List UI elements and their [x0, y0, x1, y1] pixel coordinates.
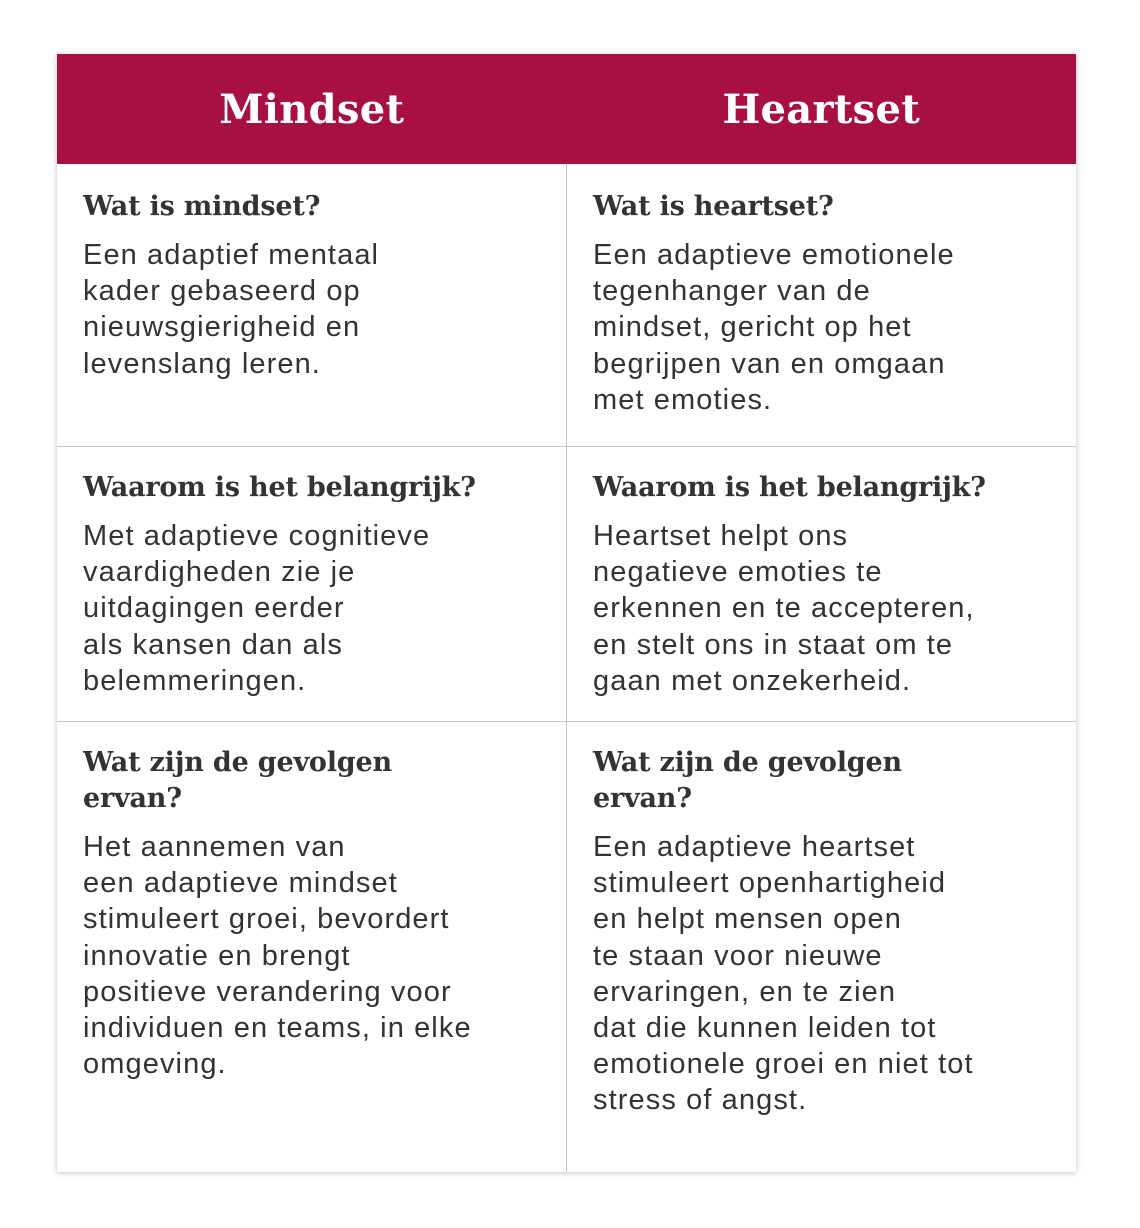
mindset-what-cell — [83, 189, 543, 382]
mindset-effects-cell — [83, 745, 543, 1082]
mindset-why-question: Waarom is het belangrijk? — [83, 472, 476, 503]
heartset-why-answer: Heartset helpt ons negatieve emoties te erkennen en te accepteren, en stelt ons in staat om te gaan met onzekerheid. — [593, 520, 975, 697]
column-title-heartset: Heartset — [722, 85, 921, 133]
column-divider — [566, 164, 567, 1172]
mindset-what-question: Wat is mindset? — [83, 191, 321, 222]
row-divider — [57, 721, 1076, 722]
heartset-what-answer: Een adaptieve emotionele tegenhanger van de mindset, gericht op het begrijpen van en omgaan met emoties. — [593, 239, 955, 416]
comparison-table — [57, 54, 1076, 1172]
heartset-why-question: Waarom is het belangrijk? — [593, 472, 986, 503]
column-title-mindset: Mindset — [219, 85, 405, 133]
mindset-effects-question: Wat zijn de gevolgen ervan? — [83, 747, 392, 814]
heartset-what-cell — [593, 189, 1063, 418]
mindset-why-cell — [83, 470, 543, 699]
heartset-what-question: Wat is heartset? — [593, 191, 834, 222]
mindset-why-answer: Met adaptieve cognitieve vaardigheden zie je uitdagingen eerder als kansen dan als belemmeringen. — [83, 520, 431, 697]
heartset-effects-answer: Een adaptieve heartset stimuleert openhartigheid en helpt mensen open te staan voor nieuwe ervaringen, en te zien dat die kunnen leiden tot emotionele groei en niet tot stress of angst. — [593, 831, 974, 1117]
row-divider — [57, 446, 1076, 447]
heartset-why-cell — [593, 470, 1063, 699]
mindset-effects-answer: Het aannemen van een adaptieve mindset stimuleert groei, bevordert innovatie en brengt positieve verandering voor individuen en teams, in elke omgeving. — [83, 831, 472, 1081]
mindset-what-answer: Een adaptief mentaal kader gebaseerd op nieuwsgierigheid en levenslang leren. — [83, 239, 380, 380]
heartset-effects-cell — [593, 745, 1063, 1119]
heartset-effects-question: Wat zijn de gevolgen ervan? — [593, 747, 902, 814]
table-header — [57, 54, 1076, 164]
